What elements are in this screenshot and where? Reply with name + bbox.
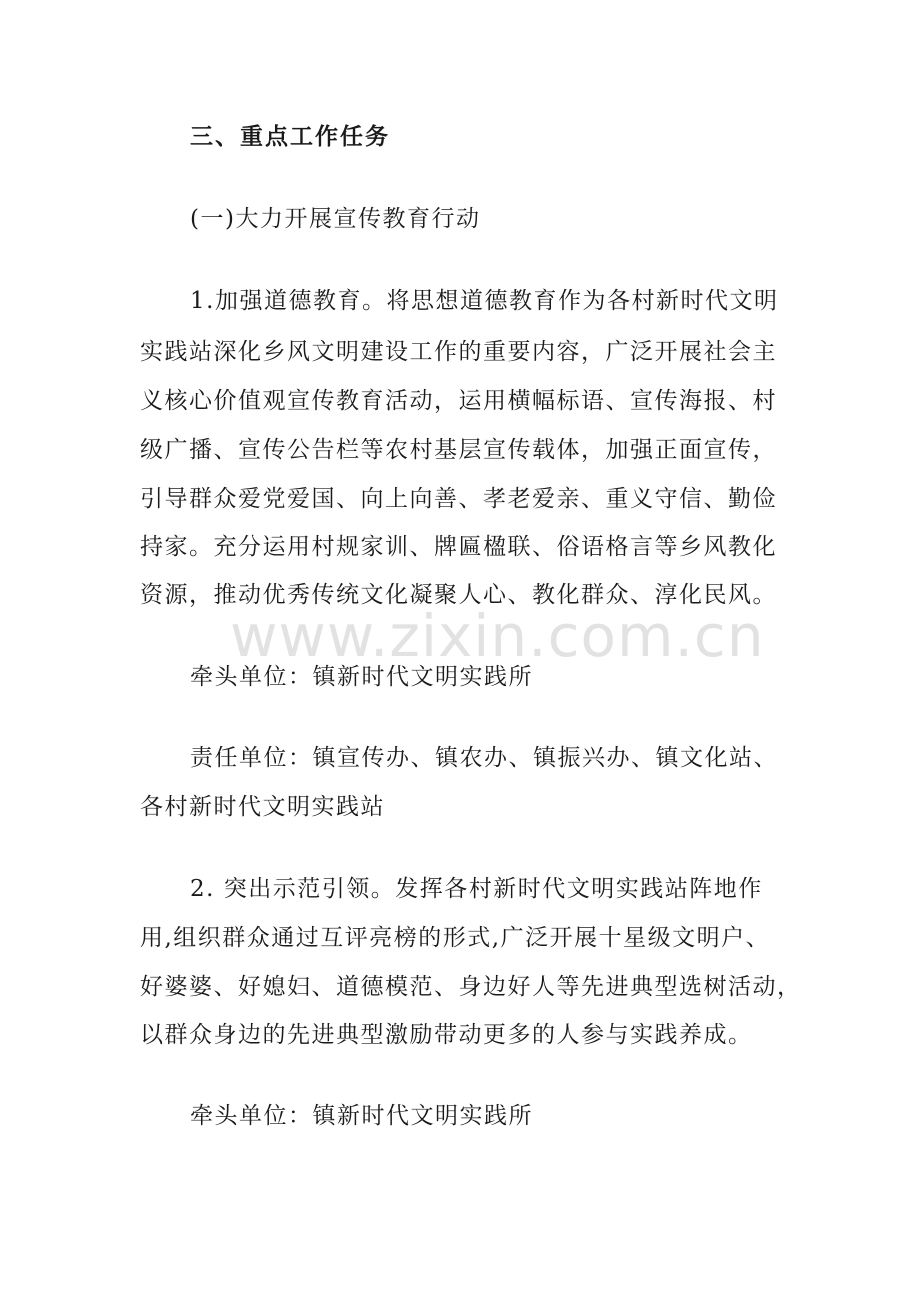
paragraph-line: 好婆婆、好媳妇、道德模范、身边好人等先进典型选树活动，	[140, 974, 802, 1000]
lead-unit: 牵头单位：镇新时代文明实践所	[190, 1103, 533, 1129]
responsible-unit: 各村新时代文明实践站	[140, 794, 385, 820]
responsible-unit: 责任单位：镇宣传办、镇农办、镇振兴办、镇文化站、	[190, 745, 778, 771]
lead-unit: 牵头单位：镇新时代文明实践所	[190, 664, 533, 690]
paragraph-line: 实践站深化乡风文明建设工作的重要内容，广泛开展社会主	[140, 339, 777, 365]
paragraph-line: 1.加强道德教育。将思想道德教育作为各村新时代文明	[190, 288, 779, 314]
paragraph-line: 以群众身边的先进典型激励带动更多的人参与实践养成。	[140, 1022, 753, 1048]
paragraph-line: 引导群众爱党爱国、向上向善、孝老爱亲、重义守信、勤俭	[140, 486, 777, 512]
watermark: www.zixin.com.cn	[230, 602, 765, 670]
sub-heading: (一)大力开展宣传教育行动	[190, 206, 481, 232]
paragraph-line: 持家。充分运用村规家训、牌匾楹联、俗语格言等乡风教化	[140, 534, 777, 560]
paragraph-line: 义核心价值观宣传教育活动，运用横幅标语、宣传海报、村	[140, 388, 777, 414]
paragraph-line: 资源，推动优秀传统文化凝聚人心、教化群众、淳化民风。	[140, 582, 777, 608]
paragraph-line: 级广播、宣传公告栏等农村基层宣传载体，加强正面宣传，	[140, 437, 777, 463]
section-heading: 三、重点工作任务	[190, 124, 390, 150]
paragraph-line: 2. 突出示范引领。发挥各村新时代文明实践站阵地作	[190, 876, 763, 902]
paragraph-line: 用,组织群众通过互评亮榜的形式,广泛开展十星级文明户、	[140, 925, 771, 951]
